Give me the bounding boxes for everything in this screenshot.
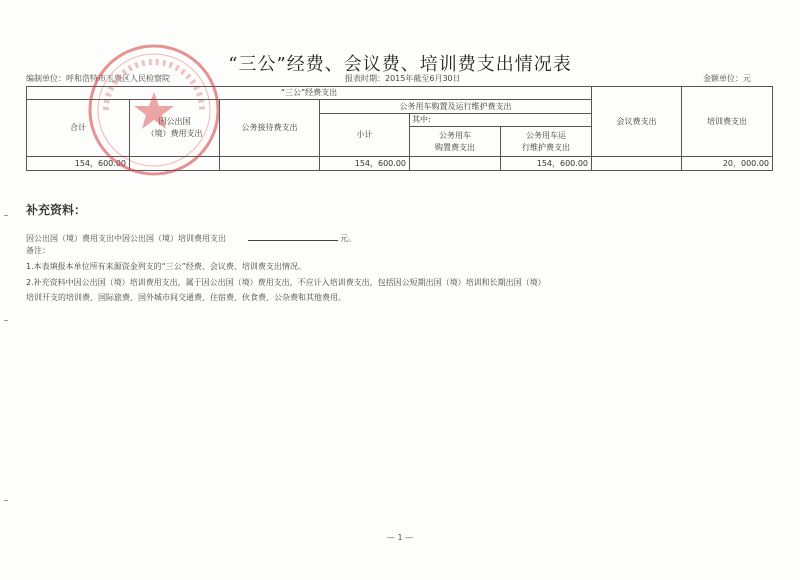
cell-vehicle-run: 154，600.00 [501, 157, 592, 171]
header-of-which: 其中: [410, 114, 592, 127]
cell-meeting [592, 157, 682, 171]
header-vehicle: 公务用车购置及运行维护费支出 [320, 100, 592, 114]
page-number: — 1 — [386, 533, 414, 542]
header-vehicle-buy-line1: 公务用车 [439, 130, 471, 140]
money-unit: 金额单位：元 [703, 74, 751, 83]
header-vehicle-run-line2: 行维护费支出 [522, 142, 570, 152]
cell-reception [220, 157, 320, 171]
note-1: 1.本表填报本单位所有来源资金列支的“三公”经费、会议费、培训费支出情况。 [26, 262, 306, 271]
note-2-line-1: 2.补充资料中因公出国（境）培训费用支出，属于因公出国（境）费用支出，不应计入培训费支出，包括因公短期出国（境）培训和长期出国（境） [26, 278, 546, 287]
header-meeting: 会议费支出 [592, 87, 682, 157]
header-sangong: “三公”经费支出 [27, 87, 592, 100]
header-abroad-line2: （境）费用支出 [146, 129, 203, 138]
cell-total: 154，600.00 [27, 157, 130, 171]
header-training: 培训费支出 [682, 87, 773, 157]
note-2-line-2: 培训开支的培训费、国际旅费、国外城市间交通费、住宿费、伙食费、公杂费和其他费用。 [26, 293, 346, 302]
notes-label: 备注： [26, 246, 50, 255]
reporting-period: 报表时期：2015年截至6月30日 [345, 74, 461, 83]
header-vehicle-buy-line2: 购置费支出 [435, 142, 475, 152]
cell-vehicle-buy [410, 157, 501, 171]
supplement-line-text: 因公出国（境）费用支出中因公出国（境）培训费用支出 [26, 234, 226, 243]
header-vehicle-run-line1: 公务用车运 [526, 130, 566, 140]
reporting-unit: 编制单位：呼和浩特市玉泉区人民检察院 [26, 74, 170, 83]
official-seal-stamp [84, 40, 224, 180]
supplement-blank-field [248, 232, 338, 241]
cell-subtotal: 154，600.00 [320, 157, 410, 171]
header-reception: 公务接待费支出 [220, 100, 320, 157]
report-title: “三公”经费、会议费、培训费支出情况表 [228, 54, 572, 75]
header-subtotal: 小计 [320, 114, 410, 157]
header-vehicle-run [501, 127, 592, 157]
supplement-line-unit: 元。 [340, 234, 356, 243]
header-vehicle-buy [410, 127, 501, 157]
header-abroad-line1: 因公出国 [158, 117, 191, 126]
scan-mark [4, 215, 8, 216]
cell-training: 20，000.00 [682, 157, 773, 171]
scan-mark [4, 320, 8, 321]
scan-mark [4, 500, 8, 501]
supplement-title: 补充资料： [26, 203, 87, 217]
supplement-line [26, 232, 356, 244]
header-total: 合计 [27, 100, 130, 157]
